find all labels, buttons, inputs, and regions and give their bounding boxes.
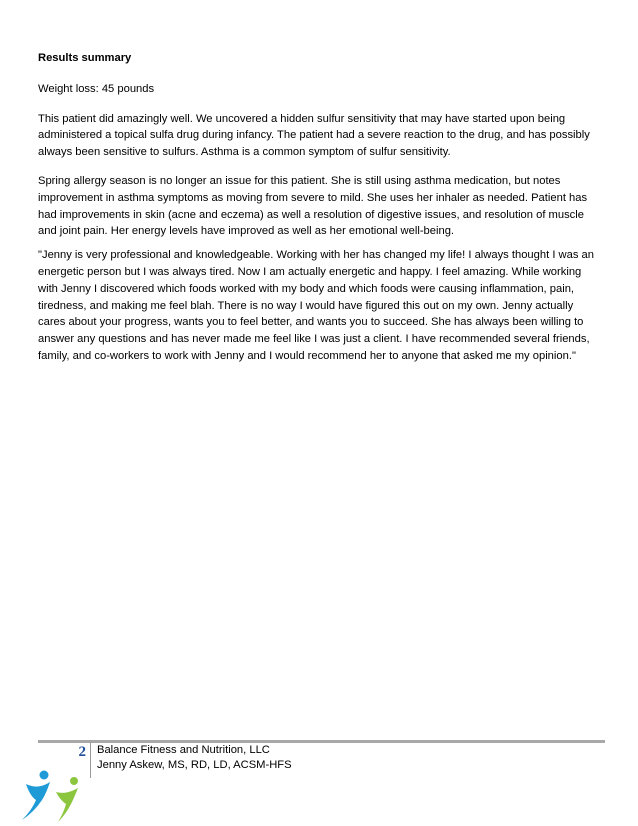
paragraph-allergy-season: Spring allergy season is no longer an issue for this patient. She is still using asthma medication, but notes improvement in asthma symptoms as moving from severe to mild. She uses her inhaler as needed. Patient has had improvements in skin (acne and eczema) as well a resolution of digestive issues, and resolution of muscle and joint pain. Her energy levels have improved as well as her emotional well-being. — [38, 174, 588, 238]
author-credentials: Jenny Askew, MS, RD, LD, ACSM-HFS — [97, 759, 292, 771]
logo-blue-body — [22, 782, 50, 820]
org-name: Balance Fitness and Nutrition, LLC — [97, 744, 270, 756]
paragraph-testimonial: "Jenny is very professional and knowledgeable. Working with her has changed my life! I always thought I was an energetic person but I was always tired. Now I am actually energetic and happy. I feel amazing. While working with Jenny I discovered which foods worked with my body and which foods were causing inflammation, pain, tiredness, and making me feel blah. There is no way I would have figured this out on my own. Jenny actually cares about your progress, wants you to feel better, and wants you to succeed. She has always been willing to answer any questions and has never made me feel like I was just a client. I have recommended several friends, family, and co-workers to work with Jenny and I would recommend her to anyone that asked me my opinion." — [38, 249, 594, 362]
footer-org — [97, 743, 292, 773]
page-content — [38, 50, 600, 377]
weight-loss-line: Weight loss: 45 pounds — [38, 82, 155, 95]
logo-green-body — [56, 788, 78, 822]
logo-blue-head — [40, 771, 49, 780]
results-heading: Results summary — [38, 52, 132, 64]
paragraph-patient-results: This patient did amazingly well. We uncovered a hidden sulfur sensitivity that may have started upon being administered a topical sulfa drug during infancy. The patient had a severe reaction to the drug, and has possibly always been sensitive to sulfurs. Asthma is a common symptom of sulfur sensitivity. — [38, 112, 590, 159]
figures-logo-icon — [16, 766, 96, 826]
logo-green-head — [70, 777, 78, 785]
page-number: 2 — [78, 744, 86, 760]
